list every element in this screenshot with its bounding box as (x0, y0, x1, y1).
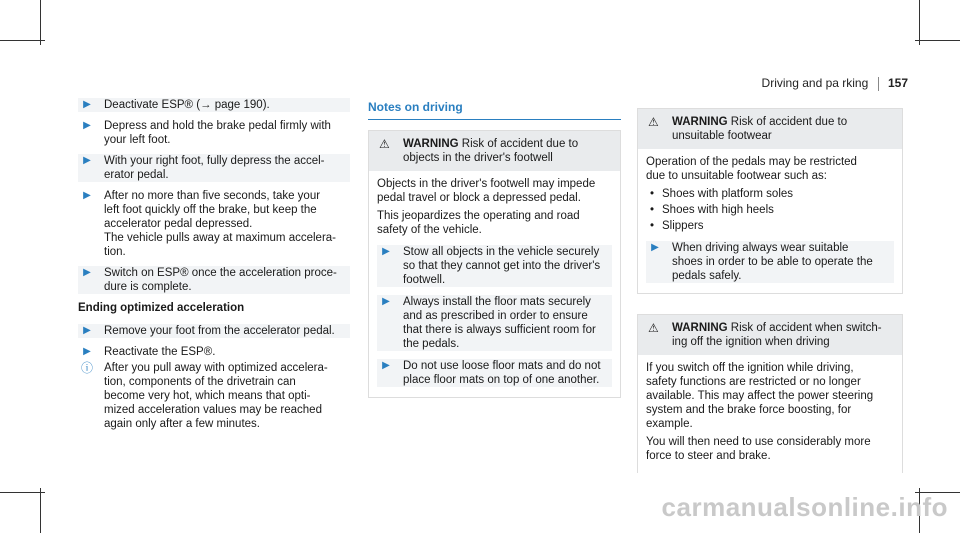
warning-triangle-icon: ⚠ (379, 137, 390, 151)
page-number: 157 (887, 76, 908, 90)
arrow-right-icon: ▶ (382, 296, 390, 307)
step: ▶ Stow all objects in the vehicle securely so that they cannot get into the driver's footwell. (377, 245, 612, 287)
arrow-right-icon: ▶ (83, 99, 91, 110)
step: ▶ Do not use loose floor mats and do not place floor mats on top of one another. (377, 359, 612, 387)
bullet-list (646, 187, 894, 233)
warning-triangle-icon: ⚠ (648, 321, 659, 335)
subheading: Ending optimized acceleration (78, 302, 245, 314)
spacer (637, 294, 903, 314)
arrow-right-icon: ▶ (83, 346, 91, 357)
paragraph: You will then need to use considerably more force to steer and brake. (646, 436, 871, 462)
step: ▶ Depress and hold the brake pedal firmly with your left foot. (78, 119, 350, 147)
column-middle (368, 100, 621, 398)
step: ▶ After no more than five seconds, take your left foot quickly off the brake, but keep the accelerator pedal depressed. The vehicle pulls away at maximum accelera- tion. (78, 189, 350, 259)
warning-triangle-icon: ⚠ (648, 115, 659, 129)
warning-box (368, 130, 621, 398)
warning-box (637, 108, 903, 294)
warning-header (638, 315, 902, 355)
arrow-right-icon: ▶ (83, 190, 91, 201)
paragraph: This jeopardizes the operating and road safety of the vehicle. (377, 210, 580, 236)
step: ▶ Remove your foot from the accelerator pedal. (78, 324, 350, 338)
crop-mark (40, 488, 41, 533)
warning-header (369, 131, 620, 171)
list-item: • Slippers (646, 219, 894, 233)
arrow-right-icon: ▶ (382, 246, 390, 257)
column-left (78, 98, 350, 431)
warning-box (637, 314, 903, 473)
crop-mark (40, 0, 41, 45)
arrow-right-icon: ▶ (83, 120, 91, 131)
arrow-right-icon: ▶ (83, 325, 91, 336)
paragraph: Operation of the pedals may be restricted due to unsuitable footwear such as: (646, 156, 857, 182)
warning-label: WARNING (403, 138, 459, 150)
crop-mark (0, 492, 45, 493)
step: ▶ Reactivate the ESP®. (78, 345, 350, 359)
crop-mark (915, 40, 960, 41)
crop-mark (919, 0, 920, 45)
section-name: Driving and pa rking (761, 76, 869, 90)
watermark: carmanualsonline.info (661, 492, 948, 522)
warning-title: Risk of accident due to unsuitable footwear (672, 116, 848, 142)
step: ▶ With your right foot, fully depress the accel- erator pedal. (78, 154, 350, 182)
arrow-right-icon: ▶ (83, 267, 91, 278)
arrow-right-icon: ▶ (382, 360, 390, 371)
list-item: • Shoes with platform soles (646, 187, 894, 201)
paragraph: Objects in the driver's footwell may impede pedal travel or block a depressed pedal. (377, 178, 596, 204)
arrow-right-icon: ▶ (651, 242, 659, 253)
column-right (637, 108, 903, 473)
step: ▶ Deactivate ESP® (→ page 190). (78, 98, 350, 112)
crop-mark (0, 40, 45, 41)
step: ▶ When driving always wear suitable shoes in order to be able to operate the pedals safely. (646, 241, 894, 283)
warning-body (638, 355, 902, 473)
arrow-right-icon: ▶ (83, 155, 91, 166)
header-divider (878, 77, 879, 91)
list-item: • Shoes with high heels (646, 203, 894, 217)
info-icon: ⓘ (80, 361, 93, 375)
section-title: Notes on driving (368, 100, 621, 120)
warning-header (638, 109, 902, 149)
paragraph: If you switch off the ignition while driving, safety functions are restricted or no longer available. This may affect the power steering system and the brake force boosting, for example. (646, 362, 874, 430)
warning-title: Risk of accident due to objects in the driver's footwell (403, 138, 579, 164)
step: ▶ Switch on ESP® once the acceleration proce- dure is complete. (78, 266, 350, 294)
warning-body (369, 171, 620, 397)
warning-body (638, 149, 902, 293)
info-note: ⓘ After you pull away with optimized accelera- tion, components of the drivetrain can become very hot, which means that opti- mized acceleration values may be reached again only after a few minutes. (78, 361, 350, 431)
warning-label: WARNING (672, 322, 728, 334)
warning-label: WARNING (672, 116, 728, 128)
page-header (762, 76, 908, 91)
step: ▶ Always install the floor mats securely and as prescribed in order to ensure that there is always sufficient room for the pedals. (377, 295, 612, 351)
warning-title: Risk of accident when switch- ing off the ignition when driving (672, 322, 882, 348)
